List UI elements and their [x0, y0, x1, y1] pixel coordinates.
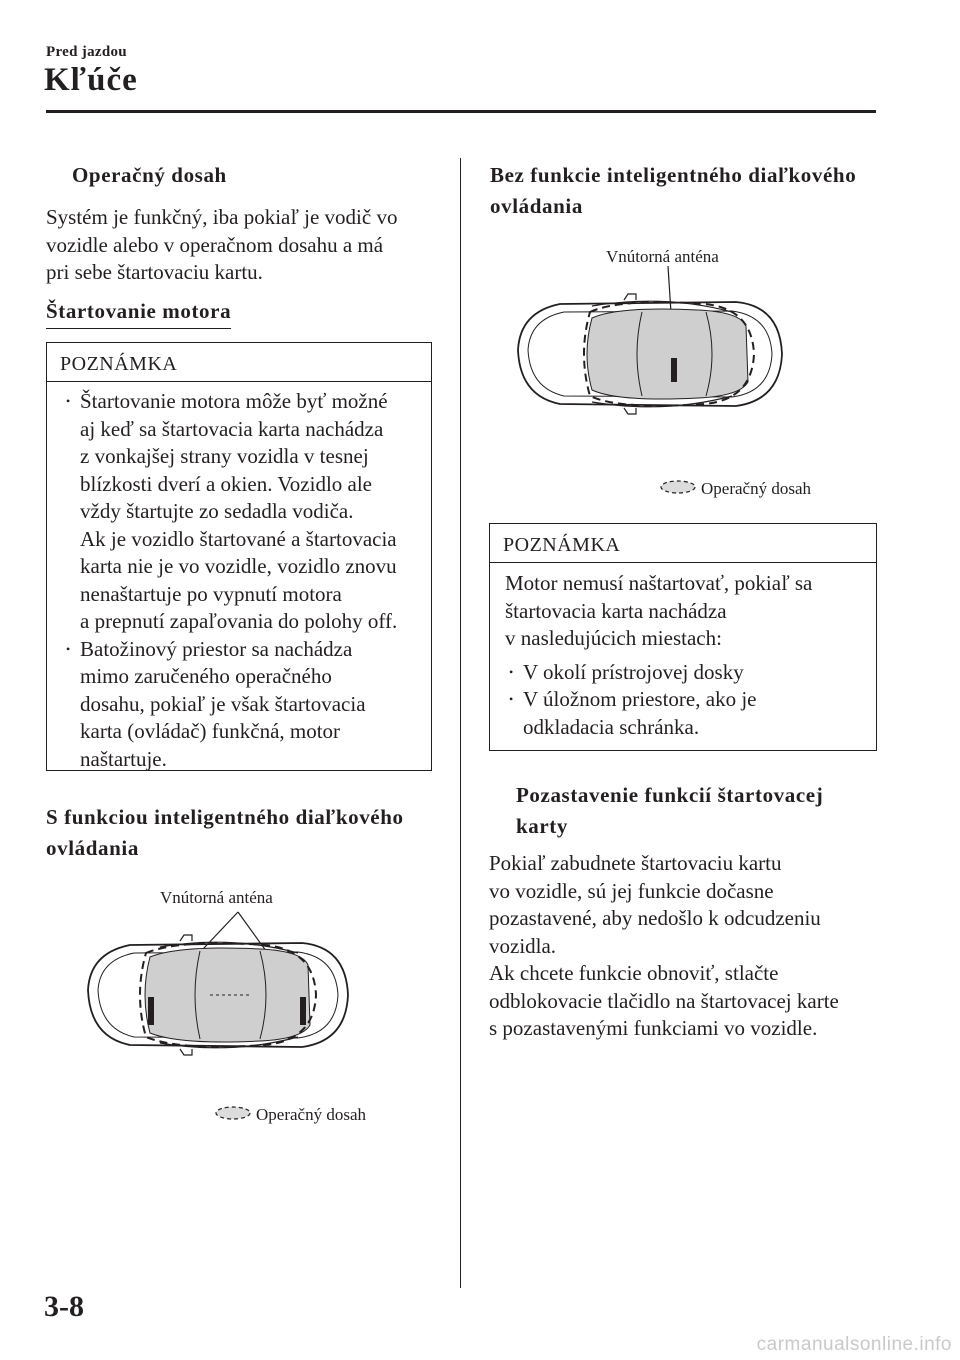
- note-bullet: [47, 388, 431, 636]
- note-bullet: [47, 636, 431, 774]
- text-line: vo vozidle, sú jej funkcie dočasne: [489, 878, 774, 903]
- text-line: pri sebe štartovaciu kartu.: [46, 260, 263, 284]
- car-diagram-no-smart-key: [508, 262, 808, 442]
- text-line: Ak chcete funkcie obnoviť, stlačte: [489, 961, 779, 985]
- note-title: POZNÁMKA: [503, 534, 621, 556]
- text-line: Motor nemusí naštartovať, pokiaľ sa: [505, 571, 813, 595]
- car-diagram-smart-key: [60, 905, 360, 1085]
- text-line: • Štartovanie motora môže byť možné: [80, 389, 388, 413]
- text-line: • V okolí prístrojovej dosky: [523, 659, 744, 684]
- with-smart-key-heading: [46, 802, 404, 864]
- text-line: Bez funkcie inteligentného diaľkového: [490, 163, 857, 187]
- note-box-left: [46, 342, 432, 771]
- text-line: aj keď sa štartovacia karta nachádza: [80, 416, 384, 441]
- range-legend-icon: [213, 1104, 253, 1122]
- text-line: karta nie je vo vozidle, vozidlo znovu: [80, 554, 397, 578]
- text-line: nenaštartuje po vypnutí motora: [80, 581, 342, 606]
- note-bullet: [490, 659, 876, 687]
- text-line: z vonkajšej strany vozidla v tesnej: [80, 444, 369, 468]
- text-line: odblokovacie tlačidlo na štartovacej karte: [489, 988, 839, 1013]
- text-line: naštartuje.: [80, 746, 167, 771]
- suspend-heading: [516, 780, 823, 842]
- note-bullets: [490, 659, 876, 742]
- engine-start-heading-text: Štartovanie motora: [46, 296, 231, 329]
- note-bullet: [490, 686, 876, 741]
- antenna-center-icon: [671, 358, 677, 382]
- note-title-rule: [490, 562, 876, 563]
- note-content: [490, 570, 876, 653]
- text-line: a prepnutí zapaľovania do polohy off.: [80, 609, 398, 633]
- note-title: POZNÁMKA: [60, 353, 178, 375]
- text-line: s pozastavenými funkciami vo vozidle.: [489, 1016, 818, 1040]
- column-divider: [460, 158, 461, 1288]
- range-legend-label: Operačný dosah: [701, 479, 811, 498]
- cabin-area: [145, 948, 310, 1042]
- antenna-rear-icon: [300, 997, 306, 1025]
- header-rule: [46, 110, 876, 113]
- text-line: Pokiaľ zabudnete štartovaciu kartu: [489, 851, 782, 875]
- text-line: Pozastavenie funkcií štartovacej: [516, 783, 824, 807]
- text-line: blízkosti dverí a okien. Vozidlo ale: [80, 471, 373, 496]
- note-box-right: [489, 523, 877, 751]
- range-body: [46, 204, 446, 287]
- text-line: • V úložnom priestore, ako je: [523, 687, 757, 711]
- range-legend-label: Operačný dosah: [256, 1105, 366, 1124]
- text-line: karta (ovládač) funkčná, motor: [80, 719, 341, 743]
- text-line: dosahu, pokiaľ je však štartovacia: [80, 691, 366, 716]
- text-line: pozastavené, aby nedošlo k odcudzeniu: [489, 906, 821, 930]
- engine-start-heading: [46, 296, 231, 329]
- text-line: v nasledujúcich miestach:: [505, 626, 722, 650]
- suspend-body: [489, 850, 889, 1043]
- page-number: 3-8: [44, 1290, 84, 1323]
- range-heading: Operačný dosah: [72, 163, 227, 187]
- text-line: ovládania: [46, 836, 139, 860]
- range-legend-icon: [658, 478, 698, 496]
- text-line: mimo zaručeného operačného: [80, 664, 332, 688]
- text-line: vozidle alebo v operačnom dosahu a má: [46, 232, 384, 257]
- note-content: [47, 388, 431, 773]
- text-line: štartovacia karta nachádza: [505, 598, 727, 623]
- text-line: S funkciou inteligentného diaľkového: [46, 805, 404, 829]
- note-title-rule: [47, 381, 431, 382]
- text-line: odkladacia schránka.: [523, 714, 700, 739]
- text-line: karty: [516, 814, 568, 838]
- antenna-label: Vnútorná anténa: [160, 888, 273, 907]
- watermark-link[interactable]: carmanualsonline.info: [756, 1334, 952, 1355]
- antenna-label: Vnútorná anténa: [606, 247, 719, 266]
- text-line: • Batožinový priestor sa nachádza: [80, 636, 353, 661]
- text-line: ovládania: [490, 194, 583, 218]
- text-line: vozidla.: [489, 933, 557, 958]
- without-smart-key-heading: [490, 160, 856, 222]
- section-label: Pred jazdou: [46, 44, 127, 60]
- chapter-title: Kľúče: [44, 62, 138, 98]
- text-line: Ak je vozidlo štartované a štartovacia: [80, 526, 397, 551]
- text-line: Systém je funkčný, iba pokiaľ je vodič vo: [46, 205, 398, 229]
- text-line: vždy štartujte zo sedadla vodiča.: [80, 499, 354, 523]
- cabin-area: [587, 309, 748, 399]
- antenna-front-icon: [148, 997, 154, 1025]
